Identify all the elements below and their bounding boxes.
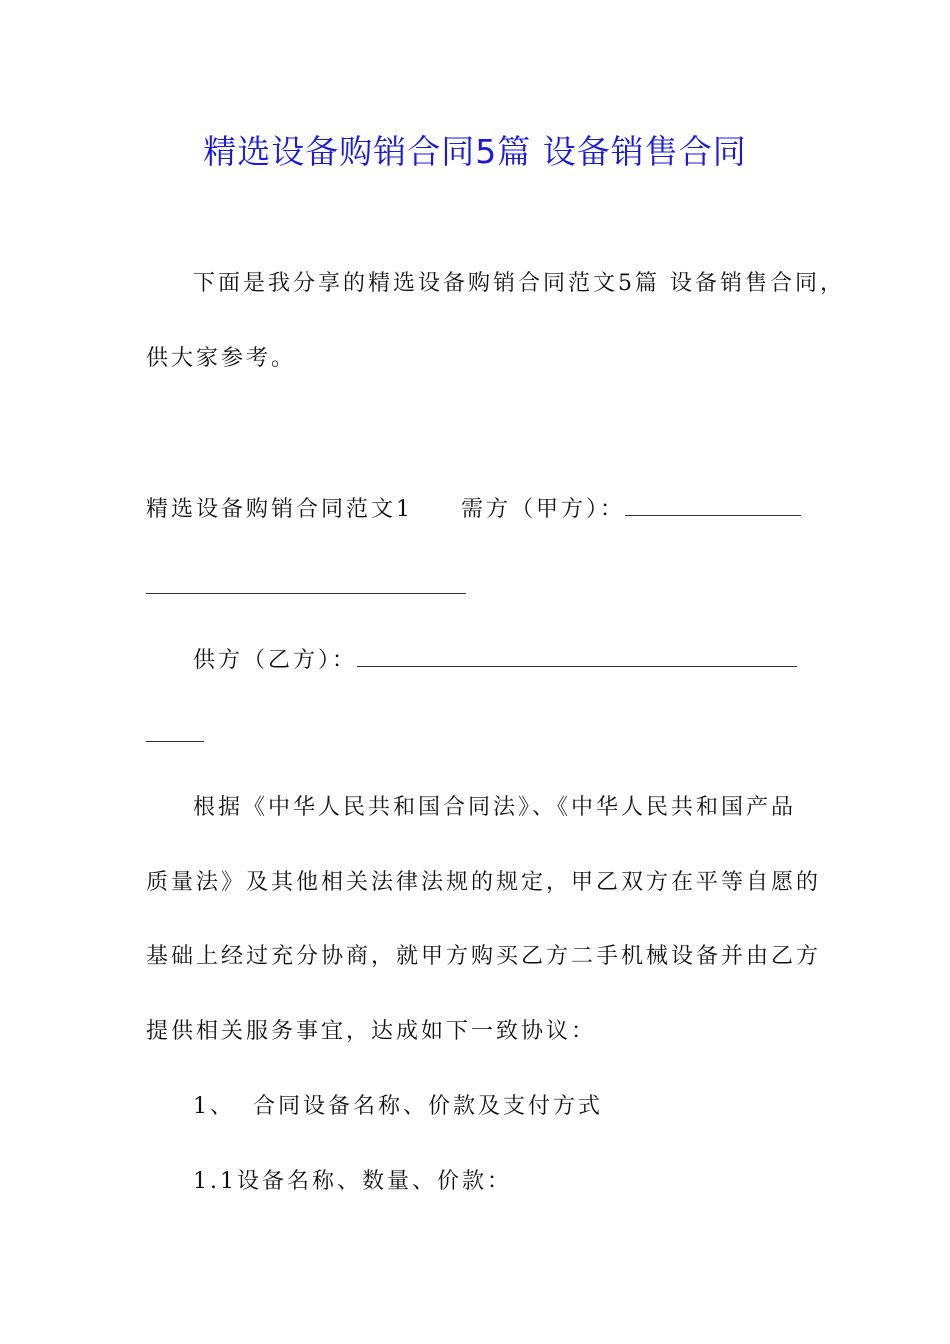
buyer-blank [625,495,801,516]
buyer-label: 需方（甲方）： [461,497,626,522]
para1-line-3: 基础上经过充分协商，就甲方购买乙方二手机械设备并由乙方 [146,944,822,969]
buyer-blank-continuation [146,592,466,594]
buyer-row [146,494,801,526]
seller-blank-continuation [146,740,204,742]
seller-label: 供方（乙方）： [193,648,358,673]
item-1-number: 1、 [193,1094,235,1119]
para1-line-2: 质量法》及其他相关法律法规的规定，甲乙双方在平等自愿的 [146,870,822,895]
section-heading: 精选设备购销合同范文1 [146,497,413,522]
seller-blank [357,646,797,667]
document-title: 精选设备购销合同5篇 设备销售合同 [203,132,747,171]
seller-row [193,645,797,677]
intro-line-1: 下面是我分享的精选设备购销合同范文5篇 设备销售合同， [193,271,845,296]
item-1 [193,1091,603,1123]
item-1-1: 1.1设备名称、数量、价款： [193,1169,512,1194]
intro-line-2: 供大家参考。 [146,346,297,371]
item-1-text: 合同设备名称、价款及支付方式 [253,1094,604,1119]
para1-line-1: 根据《中华人民共和国合同法》、《中华人民共和国产品 [193,795,797,820]
para1-line-4: 提供相关服务事宜，达成如下一致协议： [146,1019,597,1044]
